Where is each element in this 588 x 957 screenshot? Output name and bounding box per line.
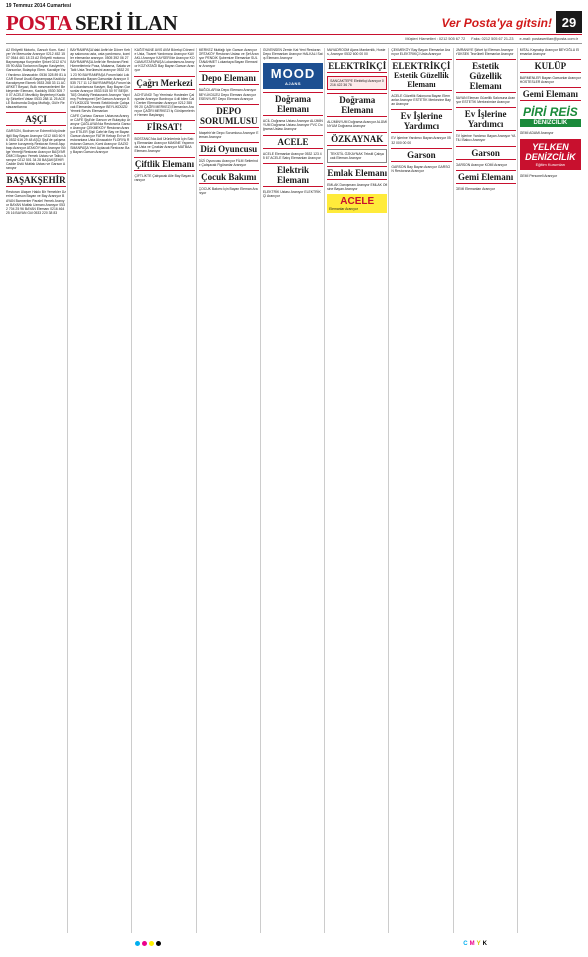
classified-columns xyxy=(6,48,582,933)
section-heading xyxy=(6,173,66,187)
page-number: 29 xyxy=(556,11,582,33)
section-heading xyxy=(327,59,387,73)
highlight-ad-title: ACELE xyxy=(340,195,375,207)
classified-ad-text: BAYRAMPAŞA'daki Anfin'de Döner Kebap salonuna usta, usta yardımcısı, komiler elemanlar aranıyor. 0505 392 06 27 BAYRAMPAŞA Anfin'de Restoran Rest Hizmetlerimiz Posa, Makarna, Salata ve Tatlı Usta Tecrübesini aranıyor 0532 201 23 90 BAYRAMPAŞA Forum'daki Lokantamızda Bayan Garsonlar Aranıyor 0535 717 11 12 BAYRAMPAŞA Forum'daki Lokantamıza Kasiyer, Bay Bayan Garsonlar Aranıyor 0533 515 50 97 BEŞİKTAŞ Ortaköy Restaurantı Aranıyor Yapılmış Profesyonel Şef Garson Aranıyor BEYLİKDÜZÜ Yemek Sektöründe Çalışacak Elemanlar Aranıyor BEYLİKDÜZÜ Yemek Servis Elemanları xyxy=(70,48,131,114)
classified-ad-text: ACİL Doğrama Ustası Aranıyor ALÜMİNYUM Doğrama Ustası Aranıyor PVC Doğrama Ustası Aranıyor xyxy=(262,119,323,132)
section-heading-label: Dizi Oyuncusu xyxy=(200,143,258,154)
section-heading xyxy=(456,59,516,93)
section-heading-label: Doğrama Elemanı xyxy=(339,95,376,116)
classified-ad-text: GARSON, Bodrum ve Edremit köyünde ilgili Bay Bayan Aranıyor 0212 663 60 96 0532 616 29 48 AŞÇI Şişli'de çalışmak üzere kuruyemiş Restoran Kendi Aşçıbaşı Aranıyor ATAKÖY'deki Aranıyor Bölge Yemeği Restoran Aranıyor BAŞYARDIMCI Boyacı Yemek Ustası ve Tatlıcı Aranıyor 0212 501 34 28 BAŞAKŞEHİR Cadde Üstü Mutfak Ustası ve Garson Aranıyor xyxy=(6,129,66,171)
black-dot-icon xyxy=(156,941,161,946)
section-heading xyxy=(327,132,387,146)
classified-ad-text: ACELE Güzellik Salonuna Bayan Elemanlar Aranıyor ESTETİK Merkezine Bayan Aranıyor xyxy=(391,94,451,107)
highlight-ad xyxy=(327,194,387,213)
section-heading-label: Garson xyxy=(471,147,500,158)
section-heading-label: ÖZKAYNAK xyxy=(331,133,384,144)
section-heading xyxy=(520,59,581,73)
footer xyxy=(0,933,588,957)
cmyk-m: M xyxy=(469,941,475,947)
column-6 xyxy=(327,48,389,933)
classified-ad-text: GEMİ Elemanları Aranıyor xyxy=(455,186,495,191)
classified-ad-text: MAYADROOM Ajans Mankenlik, Hostes, Aranıyor 0532 600 00 00 xyxy=(327,48,386,57)
column-1 xyxy=(6,48,68,933)
classified-ad-text: BAĞCILAR'da Depo Elemanı Aranıyor BEYLİKDÜZÜ Depo Elemanı Aranıyor ESENYURT Depo Elemanı Aranıyor xyxy=(198,88,257,101)
classified-ad-text: MİTAL Kaynakçı Aranıyor BEYOĞLU Elemanlar Aranıyor xyxy=(519,48,580,57)
contact-bar xyxy=(6,34,582,44)
section-heading-label: Çocuk Bakımı xyxy=(201,172,257,183)
section-heading-label: Gemi Elemanı xyxy=(458,171,514,182)
section-heading xyxy=(391,148,451,162)
classified-ad-text: DİZİ Oyuncusu Aranıyor FİLM Setlerinde Çalışacak Figüranlar Aranıyor xyxy=(198,158,258,168)
section-heading xyxy=(391,59,451,91)
section-heading xyxy=(134,76,194,90)
piri-reis-title: PİRİ REİS xyxy=(523,105,578,120)
section-heading xyxy=(456,107,516,131)
mood-ajans-logo xyxy=(263,63,323,89)
page-date: 19 Temmuz 2014 Cumartesi xyxy=(6,3,72,9)
section-heading xyxy=(199,104,259,128)
classified-ad-text: BARMENLER Bayan Garsonlar Aranıyor HOSTESLER Aranıyor xyxy=(519,76,581,85)
logo-seri-ilan: SERİ İLAN xyxy=(74,11,178,35)
registration-marks xyxy=(135,941,161,946)
section-heading xyxy=(456,146,516,160)
section-heading-label: Ev İşlerine Yardımcı xyxy=(400,111,443,132)
column-3 xyxy=(134,48,196,933)
section-heading-label: Estetik Güzellik Elemanı xyxy=(469,61,502,92)
section-heading-label: Elektrik Elemanı xyxy=(276,164,309,185)
section-heading xyxy=(6,112,66,126)
classified-ad-text: ÇOCUK Bakımı İçin Bayan Eleman Aranıyor xyxy=(198,187,258,196)
section-heading-label: FİRSAT! xyxy=(146,122,183,133)
classified-ad-text: ÇEKMEKÖY Bay Bayan Elemanlar Aranıyor ELEKTRİKÇİ Usta Aranıyor xyxy=(391,48,451,57)
boxed-ad: TEKSTİL ÖZKAYNAK Tekstil Çalışacak Eleman Aranıyor xyxy=(327,149,387,163)
section-heading-label: ELEKTRİKÇİ xyxy=(328,61,387,72)
classified-ad-text: EV İşlerine Yardımcı Bayan Aranıyor 0532 000 00 00 xyxy=(391,136,451,145)
logo-posta: POSTA xyxy=(6,11,72,35)
classified-ad-text: GEMİ ADAMI Aranıyor xyxy=(519,131,554,136)
classified-ad-text: ACHTUNG! Top Yeminsiz Hostesler Çalışanlar Aranıyor Bordroya 4 dil bilen Call Center Elemanları Aranıyor 0212 355 99 20 ÇAĞRI MERKEZİ Elemanları Aranıyor ÇAĞRI MERKEZİ İş Görüşmelerine Hemen Başlangıç xyxy=(134,92,195,118)
column-4 xyxy=(199,48,261,933)
section-heading-label: ELEKTRİKÇİ xyxy=(392,61,451,72)
section-heading-label: ACELE xyxy=(277,136,309,147)
section-heading-label: Çiftlik Elemanı xyxy=(134,158,195,169)
section-heading xyxy=(263,135,323,149)
column-5 xyxy=(263,48,325,933)
column-8 xyxy=(456,48,518,933)
tagline: Ver Posta'ya gitsin! xyxy=(441,16,552,30)
contact-fax: Faks: 0212 505 67 21-23 xyxy=(471,37,514,41)
classified-ad-text: BAYAN Eleman Güzellik Salonuna Aranıyor ESTETİK Merkezimize Aranıyor xyxy=(455,96,516,105)
section-heading xyxy=(199,170,259,184)
section-heading-label: BAŞAKŞEHİR xyxy=(6,175,66,186)
section-heading-label: Ev İşlerine Yardımcı xyxy=(464,109,507,130)
classified-ad-text: ELEKTRİK Ustası Aranıyor ELEKTRİKÇİ Aranıyor xyxy=(262,189,321,198)
classified-ad-text: EMLAK Danışmanı Aranıyor EMLAK Ofisine Bayan Aranıyor xyxy=(327,182,388,191)
classified-ad-text: GÜVENSEN Zemin Kat Yeni Restoran Depo Elemanları Aranıyor HALKALI Satış Elemanı Aranıyor xyxy=(262,48,323,61)
classified-ad-text: Restoran Ulaşım Hakkı Bir Yemekler Üzerine Garson Bayan ve Bay Aranıyor BAYAN Barmenler Paralel Yemek Aranıyor BAYAN Mutfak Uzmanı Aranıyor 0532 704 25 96 BAYAN Elemanı 0216 464 25 16 BAYAN Gül 0533 220 38 83 xyxy=(6,190,66,215)
piri-reis-sub: DENİZCİLİK xyxy=(520,119,581,127)
classified-ad-text: GARSON Bay Bayan Aranıyor GARSON Restorana Aranıyor xyxy=(391,164,451,173)
section-heading-label: DEPO SORUMLUSU xyxy=(200,105,258,126)
section-heading-label: Garson xyxy=(407,149,436,160)
section-heading-label: Emlak Elemanı xyxy=(327,167,388,178)
classified-ad-text: ALÜMİNYUM Doğrama Aranıyor ALÜMİNYUM Doğrama Aranıyor xyxy=(327,120,388,129)
section-heading-label: KULÜP xyxy=(534,61,567,72)
column-2 xyxy=(70,48,132,933)
section-heading xyxy=(134,157,194,171)
mood-title: MOOD xyxy=(270,66,316,82)
yelken-title: YELKEN DENİZCİLİK xyxy=(525,142,576,163)
section-heading-label: Gemi Elemanı xyxy=(522,89,578,100)
yelken-sub: Eğitim Kurumları xyxy=(535,162,566,168)
cyan-dot-icon xyxy=(135,941,140,946)
section-heading xyxy=(391,109,451,133)
contact-phone: Müşteri Hizmetleri : 0212 505 67 72 xyxy=(405,37,466,41)
classified-ad-text: EV İşlerine Yardımcı Bayan Aranıyor YATILI Bakıcı Aranıyor xyxy=(455,134,516,143)
classified-ad-text: KAĞITHANE AVİS AVM Börekçi Dönerde Usta, Ticaret Yardımcısı Aranıyor KAVAKLI Aranıyor KAYSERİ'de Aranıyor KOCAMUSTAFAPAŞA Lokantamıza Aranıyor KOZYATAĞI Bay Bayan Garson Aranıyor xyxy=(134,48,195,73)
classified-ad-text: ÜMRANİYE Şirket İçi Eleman Aranıyor YÜKSEK Tecrübeli Elemanlar Aranıyor xyxy=(455,48,514,57)
mood-sub: AJANS xyxy=(284,81,302,87)
column-9 xyxy=(520,48,582,933)
classified-ad-text: MERKEZ Mutfağı İçin Garson Aranıyor ORTAKÖY Restoran Ustası ve Şef Aranıyor PENDİK Şubemize Elemanlar SULTANAHMET Lokantaya Bayan Elemanlar Aranıyor xyxy=(198,48,259,69)
classified-ad-text: GEMİ Personeli Aranıyor xyxy=(519,174,558,179)
column-7 xyxy=(391,48,453,933)
classified-ad-text: Ataşehir'de Depo Sorumlusu Aranıyor Eleman Aranıyor xyxy=(198,130,259,139)
cmyk-k: K xyxy=(482,941,487,947)
highlight-ad-text: Elemanlar Aranıyor xyxy=(329,206,358,211)
section-heading xyxy=(263,92,323,116)
section-heading-label: AŞÇI xyxy=(25,114,47,125)
yelken-denizcilik-logo xyxy=(520,139,581,170)
boxed-ad: SANCAKTEPE Elektrikçi Aranıyor 0216 422 36 76 xyxy=(327,76,387,90)
yellow-dot-icon xyxy=(149,941,154,946)
masthead xyxy=(6,11,177,36)
section-heading xyxy=(327,166,387,180)
classified-ad-text: BOSTANCI'da Acil Ürünlerimiz İçin Satış Elemanları Aranıyor MAKİNE Yapımında Usta ve Çıraklar Aranıyor MATBAA Elemanı Aranıyor xyxy=(134,137,195,154)
section-heading xyxy=(456,170,516,184)
classified-ad-text: ACELE Elemanlar Aranıyor 0532 123 45 67 ACELE Satış Elemanları Aranıyor xyxy=(262,151,322,160)
section-heading xyxy=(199,142,259,156)
section-heading xyxy=(327,93,387,117)
classified-ad-text: GARSON Aranıyor KOMİ Aranıyor xyxy=(455,162,507,167)
section-heading xyxy=(199,71,259,85)
classified-ad-text: ÇİFTLİKTE Çalışacak Aile Bay Bayan Aranıyor xyxy=(134,173,194,182)
cmyk-c: C xyxy=(463,941,468,947)
classified-ad-text: CAFE Çorbacı Garson Ustasına Aranıyor CAFE Şişli'de Garson ve Bulaşıkçı Aranıyor ÇAĞLAYAN'da Restoran'a Garson Aranıyor ÇEKMEKÖY Restoran Aranıyor ETİLER Şişli Cafe'de Bay ve Bayan Garson Aranıyor FATİH Kebap Evi ve Restoranlara Usta Alınacaktır FLORYA Restoran Garson, Komi Aranıyor GAZİOSMANPAŞA Yeni Açılacak Restoran Bay Bayan Garson Aranıyor xyxy=(70,113,131,155)
cmyk-y: Y xyxy=(476,941,481,947)
section-heading-label: Çağrı Merkezi xyxy=(136,77,193,88)
section-heading-sub: Estetik Güzellik Elemanı xyxy=(393,71,449,90)
section-heading-label: Doğrama Elemanı xyxy=(274,94,311,115)
magenta-dot-icon xyxy=(142,941,147,946)
piri-reis-logo xyxy=(520,105,581,127)
section-heading xyxy=(263,163,323,187)
classified-ad-text: A2 Ehliyetli Motorlu, Garsoh Kom- Kasiyer Ve Meesurlar Aranıyor 0212 452 15 07 0544 461 18 23 A2 Ehliyetli motorcu Bayrampaşa Kuryeciler Şirket 0212 674 05 90 ABA Tonlarının Bayan Kasiyerler, Garsonlar, Bulaşıkçı Elem. Kavaliye Yari Yardımcı Alınacaktır. 0536 328 89 81 ACAR Esnaf Usulü Bayrampaşa Kadıköy Kavalçeşme Ekmek 0533 268 33 11 ACARKET Beyazi, Bulk meseranlenleri Bekleyenler Elemanı, Kadıköy 0530 305 70 07 ACELE Mezitköy Beylerbeyi Kadıköy Şirketleri Vatan 0533 288 11 25 ACELE Bodrumda Doğuş Mutfağı, Gül'e Restaurantlarına xyxy=(6,48,67,110)
section-heading xyxy=(520,87,581,101)
cmyk-label xyxy=(462,941,488,947)
section-heading xyxy=(134,120,194,134)
section-heading-label: Depo Elemanı xyxy=(201,73,256,84)
contact-email[interactable]: e-mail: postaseriilan@posta.com.tr xyxy=(519,37,578,41)
